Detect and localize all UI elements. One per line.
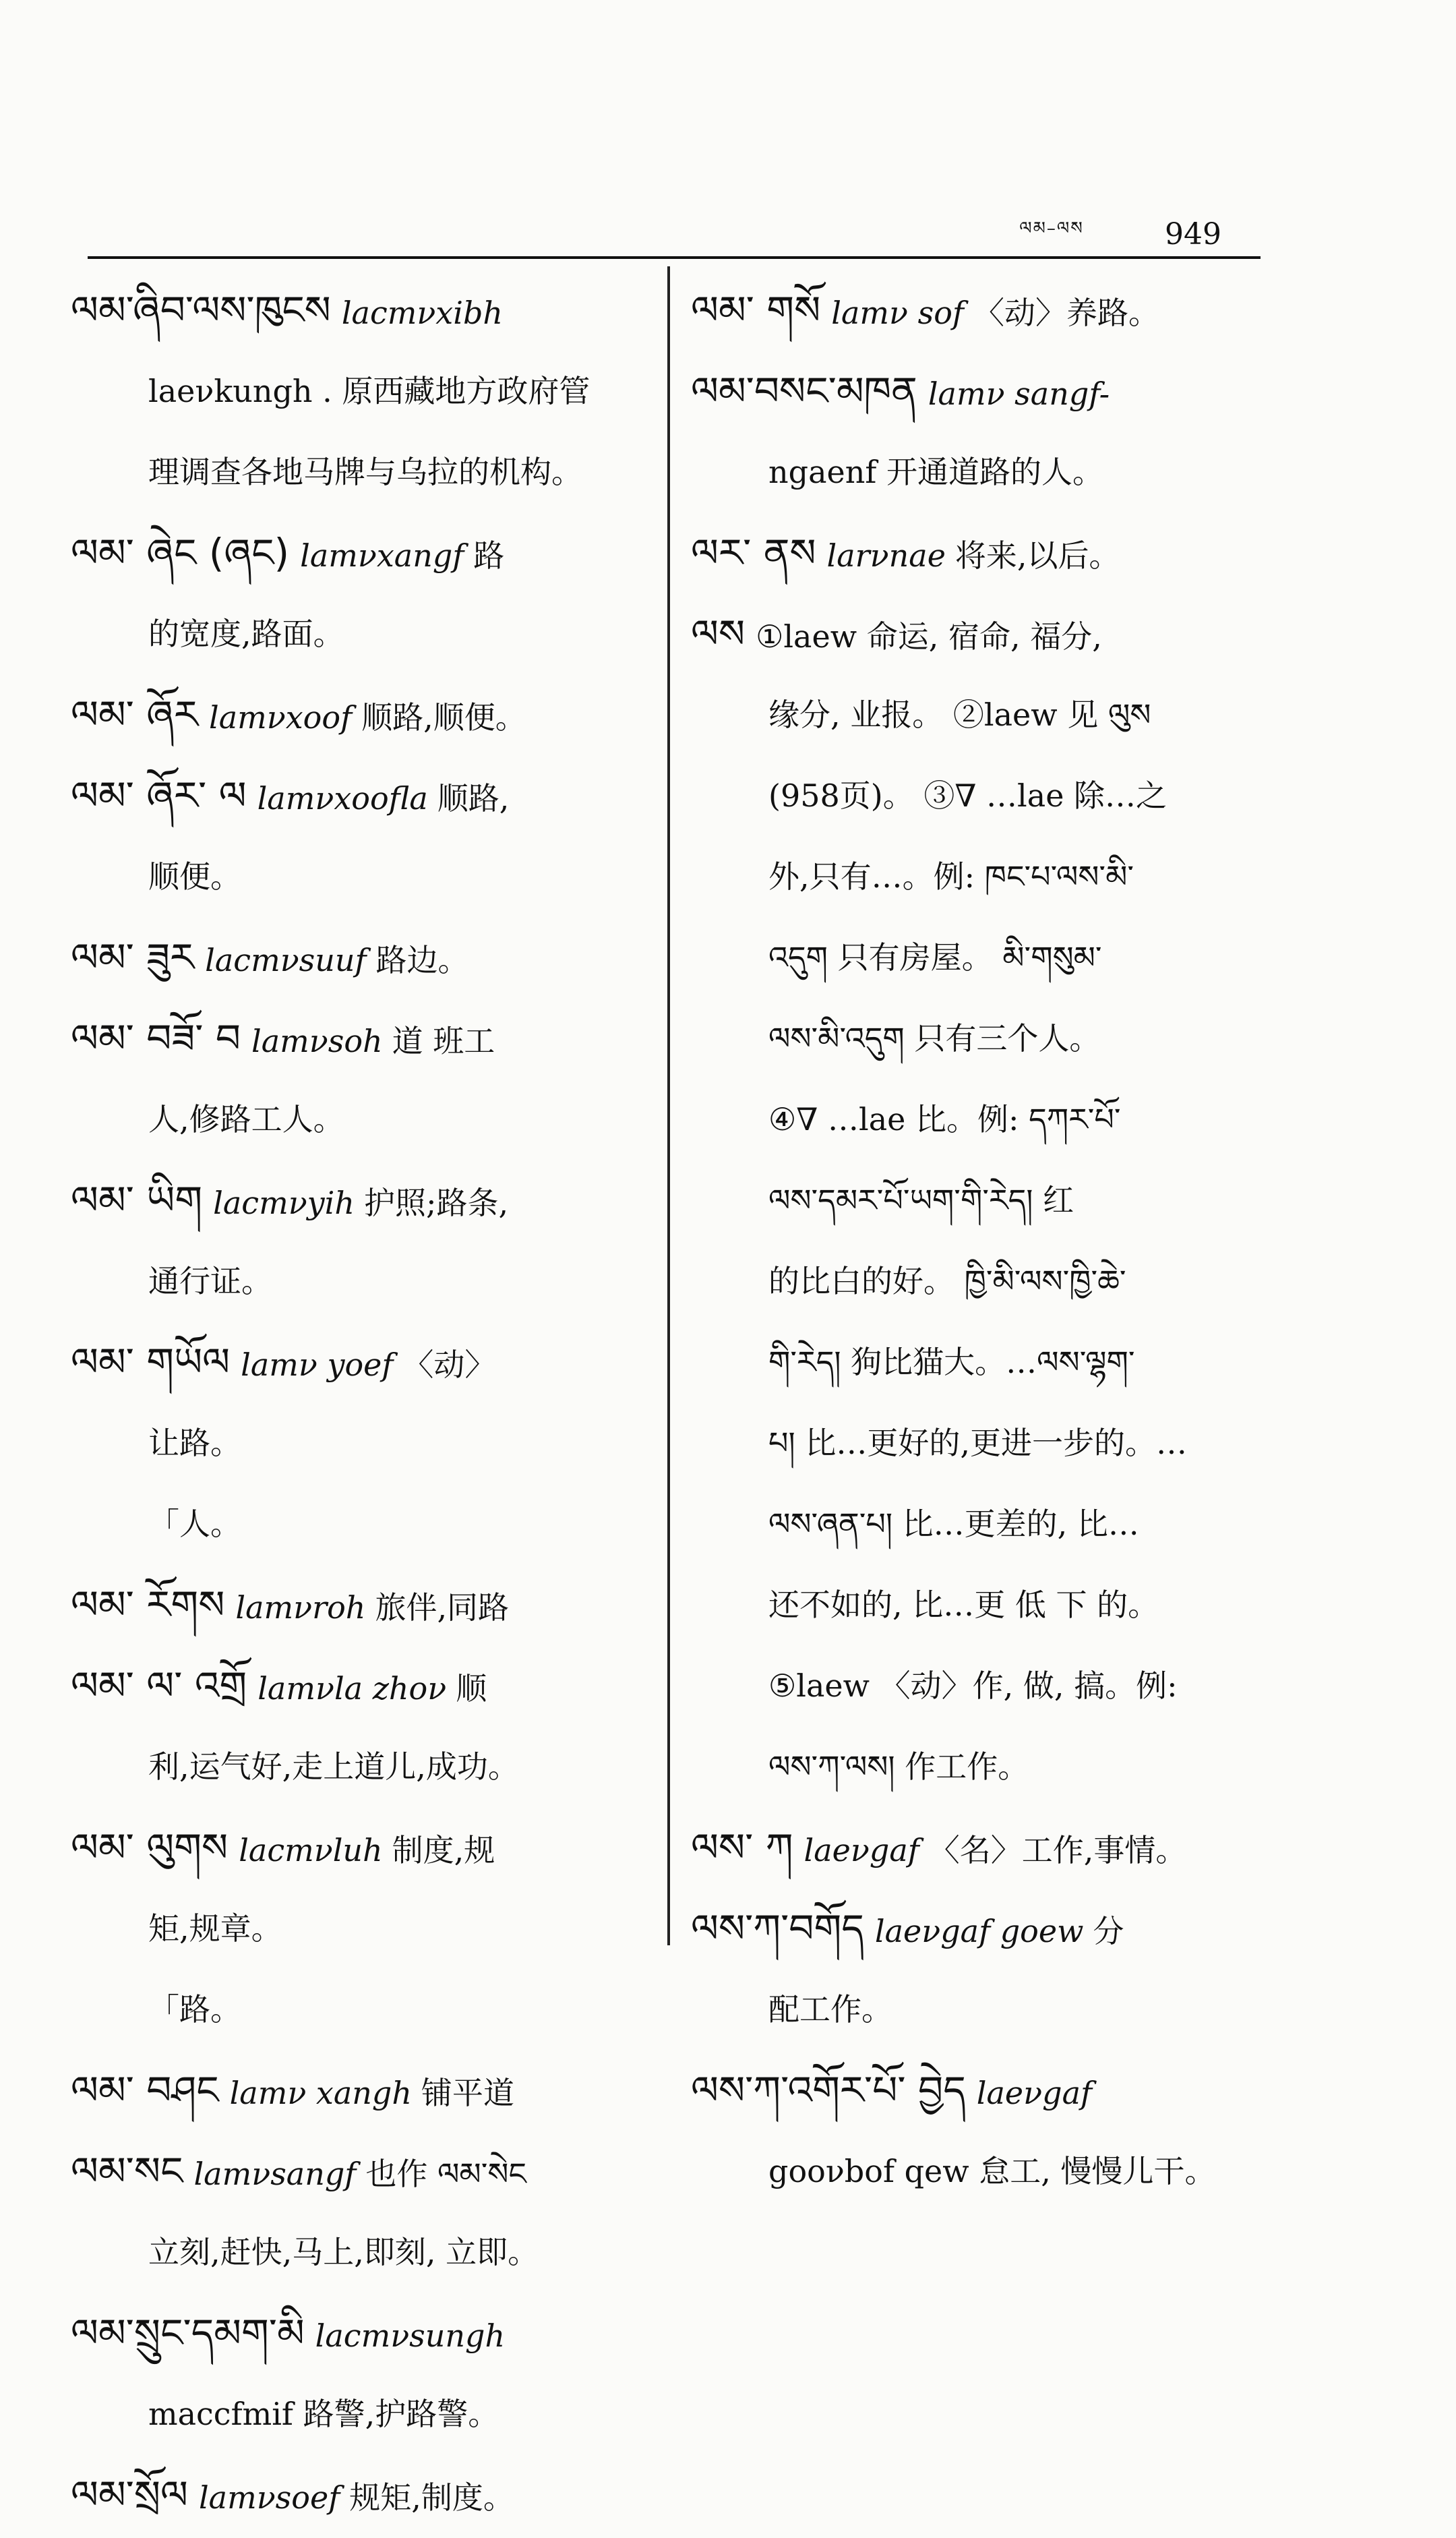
romanization: lamνsangf bbox=[193, 2156, 357, 2192]
definition-line: 的宽度,路面。 bbox=[148, 616, 344, 652]
definition-text: ①laew 命运, 宿命, 福分, bbox=[756, 618, 1102, 655]
definition-text: 路边。 bbox=[375, 942, 469, 978]
romanization: lamνsoh bbox=[251, 1023, 383, 1059]
dictionary-entry bbox=[71, 270, 650, 512]
header-rule bbox=[88, 256, 1261, 259]
definition-line: (958页)。 ③∇ …lae 除…之 bbox=[768, 777, 1167, 814]
romanization: lamν sof bbox=[831, 295, 964, 331]
definition-text: 顺路,顺便。 bbox=[361, 699, 526, 736]
entry-line bbox=[71, 1645, 650, 1726]
left-column bbox=[71, 270, 650, 2535]
entry-line bbox=[71, 1564, 650, 1645]
running-head: ལམ–ལས bbox=[1019, 218, 1084, 239]
definition-line: 「人。 bbox=[148, 1506, 241, 1542]
definition-text: 规矩,制度。 bbox=[349, 2479, 514, 2516]
definition-line: ལས་ཞན་པ། 比…更差的, 比… bbox=[768, 1506, 1139, 1542]
entry-line bbox=[691, 512, 1271, 593]
romanization: laeνgaf goew bbox=[874, 1913, 1084, 1949]
romanization: lacmνxibh bbox=[341, 295, 504, 331]
romanization: lacmνsuuf bbox=[205, 942, 367, 978]
definition-line: 顺便。 bbox=[148, 858, 241, 895]
romanization: lamνsoef bbox=[198, 2479, 340, 2516]
entry-line bbox=[71, 2293, 650, 2373]
dictionary-entry bbox=[691, 1807, 1271, 1888]
dictionary-entry bbox=[71, 2050, 650, 2131]
headword: ལས་ ཀ bbox=[691, 1825, 793, 1870]
definition-line: 还不如的, 比…更 低 下 的。 bbox=[768, 1587, 1159, 1623]
romanization: lamνla zhoν bbox=[257, 1670, 447, 1707]
definition-line: gooνbof qew 怠工, 慢慢儿干。 bbox=[768, 2153, 1216, 2189]
headword: ལམ་ ཡིག bbox=[71, 1177, 203, 1223]
dictionary-entry bbox=[691, 351, 1271, 512]
definition-line: གི་རེད། 狗比猫大。…ལས་ལྷག་ bbox=[768, 1344, 1135, 1380]
entry-line bbox=[71, 1160, 650, 1241]
definition-text: 顺 bbox=[456, 1670, 487, 1707]
dictionary-entry bbox=[71, 1322, 650, 1564]
entry-line bbox=[691, 1807, 1271, 1888]
dictionary-entry bbox=[71, 1807, 650, 2050]
definition-line: པ། 比…更好的,更进一步的。… bbox=[768, 1425, 1187, 1461]
dictionary-entry bbox=[71, 1160, 650, 1322]
entry-line bbox=[691, 270, 1271, 351]
definition-line: 利,运气好,走上道儿,成功。 bbox=[148, 1748, 519, 1785]
entry-line bbox=[71, 1807, 650, 1888]
entry-line bbox=[71, 755, 650, 836]
definition-line: ལས་མི་འདུག 只有三个人。 bbox=[768, 1020, 1101, 1057]
headword: ལམ་བསང་མཁན bbox=[691, 368, 917, 414]
dictionary-entry bbox=[71, 755, 650, 917]
definition-text: 分 bbox=[1093, 1913, 1124, 1949]
definition-line: ལས་དམར་པོ་ཡག་གི་རེད། 红 bbox=[768, 1182, 1074, 1218]
dictionary-entry bbox=[71, 2293, 650, 2454]
romanization: lacmνluh bbox=[239, 1832, 383, 1868]
romanization: larνnae bbox=[826, 537, 946, 574]
romanization: lamνroh bbox=[235, 1589, 366, 1626]
definition-line: ⑤laew 〈动〉作, 做, 搞。例: bbox=[768, 1668, 1178, 1704]
definition-text: 路 bbox=[473, 537, 505, 574]
definition-text: 顺路, bbox=[437, 780, 510, 817]
definition-line: maccfmif 路警,护路警。 bbox=[148, 2396, 499, 2432]
entry-line bbox=[71, 674, 650, 755]
headword: ལར་ ནས bbox=[691, 530, 816, 576]
definition-line: ngaenf 开通道路的人。 bbox=[768, 454, 1103, 490]
entry-line bbox=[71, 512, 650, 593]
definition-text: 道 班工 bbox=[392, 1023, 495, 1059]
entry-line bbox=[71, 2454, 650, 2535]
dictionary-entry bbox=[691, 2050, 1271, 2212]
definition-text: 铺平道 bbox=[421, 2075, 515, 2111]
entry-line bbox=[71, 270, 650, 351]
definition-text: 〈名〉工作,事情。 bbox=[928, 1832, 1187, 1868]
definition-text: 也作 ལམ་སེང bbox=[365, 2156, 526, 2192]
definition-text: 护照;路条, bbox=[363, 1185, 509, 1221]
definition-line: 配工作。 bbox=[768, 1991, 892, 2028]
definition-line: 理调查各地马牌与乌拉的机构。 bbox=[148, 454, 582, 490]
dictionary-entry bbox=[71, 674, 650, 755]
headword: ལམ་ བཟོ་ བ bbox=[71, 1015, 241, 1061]
headword: ལམ་ ཟུར bbox=[71, 935, 195, 980]
romanization: laeνgaf bbox=[803, 1832, 919, 1868]
dictionary-entry bbox=[691, 593, 1271, 1807]
definition-text: 旅伴,同路 bbox=[375, 1589, 510, 1626]
headword: ལས་ཀ་འགོར་པོ་ བྱེད bbox=[691, 2067, 966, 2113]
column-divider bbox=[667, 266, 670, 1945]
dictionary-entry bbox=[71, 1564, 650, 1645]
headword: ལམ་ ལུགས bbox=[71, 1825, 229, 1870]
headword: ལས bbox=[691, 611, 746, 657]
definition-text: 〈动〉 bbox=[402, 1347, 496, 1383]
dictionary-entry bbox=[71, 998, 650, 1160]
headword: ལམ་ ལ་ འགྲོ bbox=[71, 1663, 247, 1709]
entry-line bbox=[71, 2131, 650, 2212]
definition-text: 制度,规 bbox=[392, 1832, 495, 1868]
dictionary-entry bbox=[71, 2454, 650, 2535]
headword: ལམ་ བཤང bbox=[71, 2067, 219, 2113]
definition-line: 立刻,赶快,马上,即刻, 立即。 bbox=[148, 2234, 539, 2270]
definition-line: འདུག 只有房屋。 མི་གསུམ་ bbox=[768, 939, 1102, 976]
headword: ལམ་ གསོ bbox=[691, 287, 821, 333]
romanization: lamν sangf- bbox=[928, 376, 1110, 412]
entry-line bbox=[71, 2050, 650, 2131]
headword: ལམ་སྲུང་དམག་མི bbox=[71, 2310, 305, 2356]
headword: ལམ་ གཡོལ bbox=[71, 1339, 231, 1385]
headword: ལམ་ཞིབ་ལས་ཁུངས bbox=[71, 287, 331, 333]
definition-text: 将来,以后。 bbox=[954, 537, 1120, 574]
romanization: lamνxoofla bbox=[257, 780, 428, 817]
definition-line: 「路。 bbox=[148, 1991, 241, 2028]
right-column bbox=[691, 270, 1271, 2212]
entry-line bbox=[691, 2050, 1271, 2131]
romanization: lacmνsungh bbox=[315, 2318, 506, 2354]
romanization: laeνgaf bbox=[976, 2075, 1093, 2111]
headword: ལམ་ ཞེང (ཞང) bbox=[71, 530, 290, 576]
definition-line: 人,修路工人。 bbox=[148, 1101, 344, 1138]
entry-line bbox=[691, 593, 1271, 674]
headword: ལམ་ ཞོར bbox=[71, 692, 199, 738]
dictionary-entry bbox=[71, 512, 650, 674]
entry-line bbox=[71, 917, 650, 998]
definition-line: 缘分, 业报。 ②laew 见 ལུས bbox=[768, 697, 1151, 733]
entry-line bbox=[71, 998, 650, 1079]
dictionary-entry bbox=[71, 2131, 650, 2293]
definition-text: 〈动〉养路。 bbox=[973, 295, 1159, 331]
headword: ལམ་ རོགས bbox=[71, 1582, 225, 1628]
dictionary-entry bbox=[691, 512, 1271, 593]
entry-line bbox=[691, 1888, 1271, 1969]
headword: ལམ་ ཞོར་ ལ bbox=[71, 773, 247, 819]
definition-line: 让路。 bbox=[148, 1425, 241, 1461]
romanization: lamνxoof bbox=[209, 699, 353, 736]
entry-line bbox=[691, 351, 1271, 432]
page-number: 949 bbox=[1165, 217, 1221, 252]
dictionary-entry bbox=[71, 917, 650, 998]
entry-line bbox=[71, 1322, 650, 1403]
definition-line: 的比白的好。 ཁྱི་མི་ལས་ཁྱི་ཆེ་ bbox=[768, 1263, 1126, 1299]
dictionary-entry bbox=[691, 270, 1271, 351]
definition-line: 矩,规章。 bbox=[148, 1910, 282, 1947]
romanization: lacmνyih bbox=[213, 1185, 355, 1221]
romanization: lamνxangf bbox=[300, 537, 464, 574]
dictionary-entry bbox=[691, 1888, 1271, 2050]
dictionary-entry bbox=[71, 1645, 650, 1807]
headword: ལམ་སང bbox=[71, 2148, 183, 2194]
definition-line: ལས་ཀ་ལས། 作工作。 bbox=[768, 1748, 1029, 1785]
definition-line: 外,只有…。例: ཁང་པ་ལས་མི་ bbox=[768, 858, 1134, 895]
headword: ལས་ཀ་བགོད bbox=[691, 1906, 864, 1951]
romanization: lamν xangh bbox=[229, 2075, 413, 2111]
definition-line: laeνkungh . 原西藏地方政府管 bbox=[148, 373, 590, 409]
definition-line: ④∇ …lae 比。例: དཀར་པོ་ bbox=[768, 1101, 1121, 1138]
headword: ལམ་སྲོལ bbox=[71, 2472, 188, 2518]
definition-line: 通行证。 bbox=[148, 1263, 272, 1299]
romanization: lamν yoef bbox=[241, 1347, 394, 1383]
